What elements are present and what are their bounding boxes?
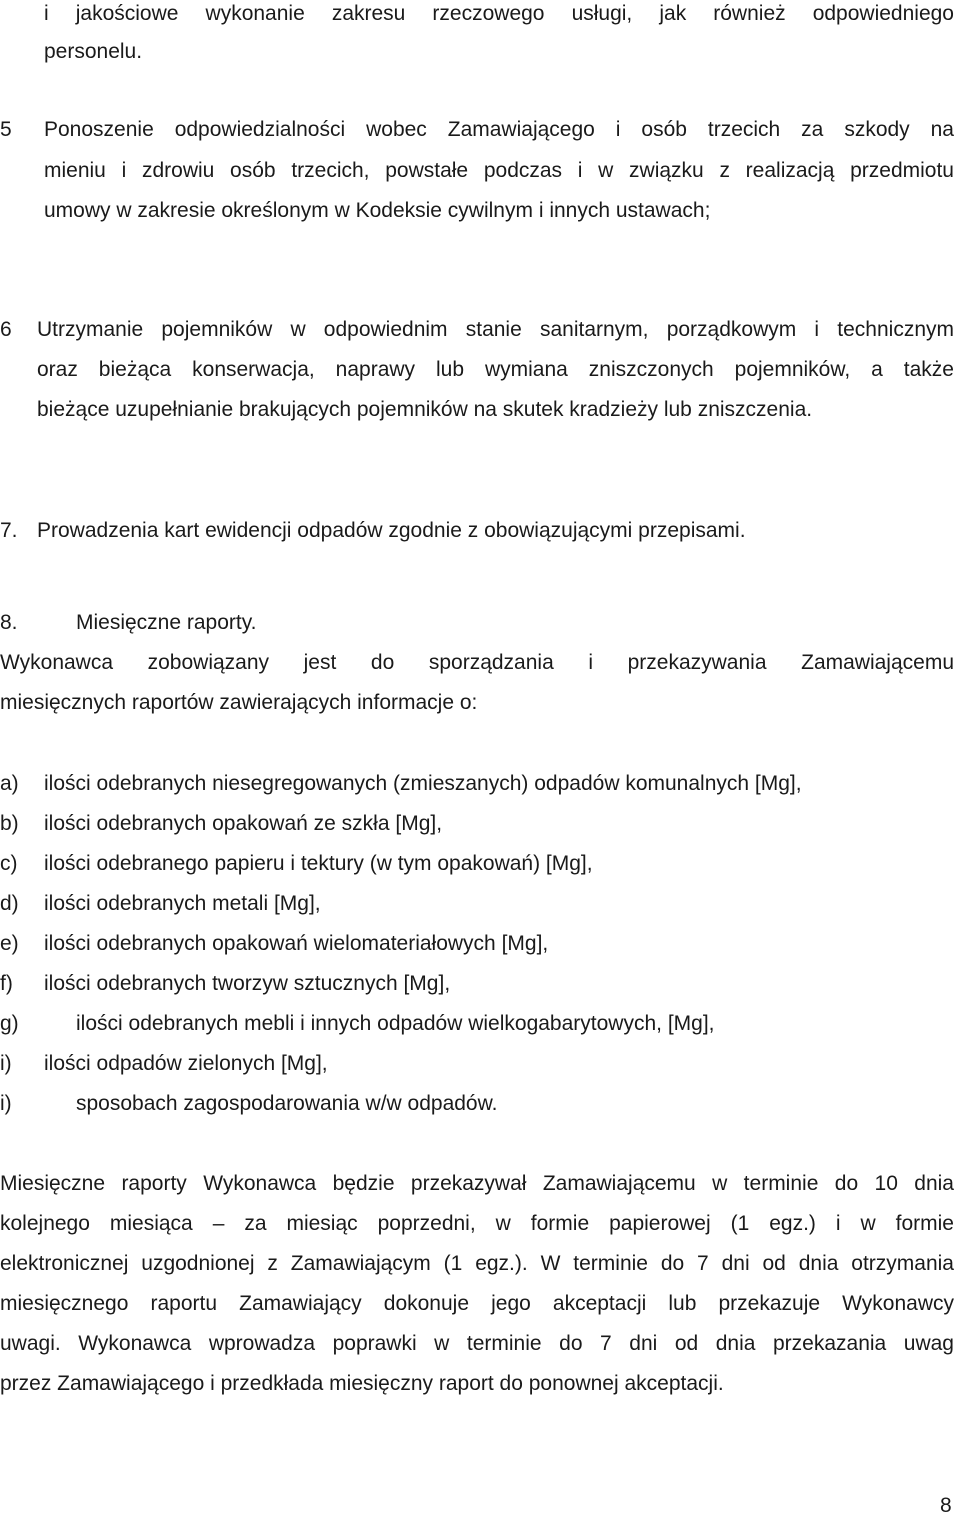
section-8-intro-line-2: miesięcznych raportów zawierających informacje o: xyxy=(0,691,478,714)
intro-line-2: personelu. xyxy=(44,40,143,63)
list-item-label: c) xyxy=(0,852,18,875)
list-item-label: b) xyxy=(0,812,19,835)
section-5-line-2: mieniu i zdrowiu osób trzecich, powstałe podczas i w związku z realizacją przedmiotu xyxy=(44,159,954,182)
list-item-label: g) xyxy=(0,1012,19,1035)
section-7-text: Prowadzenia kart ewidencji odpadów zgodnie z obowiązującymi przepisami. xyxy=(37,519,746,542)
closing-line-6: przez Zamawiającego i przedkłada miesięczny raport do ponownej akceptacji. xyxy=(0,1372,724,1395)
list-item-label: d) xyxy=(0,892,19,915)
list-item: ilości odebranych opakowań ze szkła [Mg], xyxy=(44,812,443,835)
list-item-label: i) xyxy=(0,1052,12,1075)
list-item: ilości odebranych metali [Mg], xyxy=(44,892,321,915)
closing-line-1: Miesięczne raporty Wykonawca będzie przekazywał Zamawiającemu w terminie do 10 dnia xyxy=(0,1172,954,1195)
section-8-number: 8. xyxy=(0,611,18,634)
list-item-label: a) xyxy=(0,772,19,795)
closing-line-3: elektronicznej uzgodnionej z Zamawiającym (1 egz.). W terminie do 7 dni od dnia otrzymania xyxy=(0,1252,954,1275)
list-item: ilości odebranych opakowań wielomateriałowych [Mg], xyxy=(44,932,549,955)
closing-line-5: uwagi. Wykonawca wprowadza poprawki w terminie do 7 dni od dnia przekazania uwag xyxy=(0,1332,954,1355)
list-item-label: e) xyxy=(0,932,19,955)
closing-line-2: kolejnego miesiąca – za miesiąc poprzedni, w formie papierowej (1 egz.) i w formie xyxy=(0,1212,954,1235)
section-8-intro-line-1: Wykonawca zobowiązany jest do sporządzania i przekazywania Zamawiającemu xyxy=(0,651,954,674)
list-item: ilości odebranego papieru i tektury (w tym opakowań) [Mg], xyxy=(44,852,593,875)
section-6-line-1: Utrzymanie pojemników w odpowiednim stanie sanitarnym, porządkowym i technicznym xyxy=(37,318,954,341)
list-item: ilości odebranych niesegregowanych (zmieszanych) odpadów komunalnych [Mg], xyxy=(44,772,802,795)
section-5-line-3: umowy w zakresie określonym w Kodeksie cywilnym i innych ustawach; xyxy=(44,199,711,222)
list-item: ilości odpadów zielonych [Mg], xyxy=(44,1052,328,1075)
section-6-line-3: bieżące uzupełnianie brakujących pojemników na skutek kradzieży lub zniszczenia. xyxy=(37,398,813,421)
list-item: ilości odebranych mebli i innych odpadów wielkogabarytowych, [Mg], xyxy=(76,1012,715,1035)
intro-line-1: i jakościowe wykonanie zakresu rzeczowego usługi, jak również odpowiedniego xyxy=(44,2,954,25)
list-item: sposobach zagospodarowania w/w odpadów. xyxy=(76,1092,498,1115)
section-8-title: Miesięczne raporty. xyxy=(76,611,257,634)
page-number: 8 xyxy=(940,1494,952,1517)
section-7-number: 7. xyxy=(0,519,18,542)
section-5-number: 5 xyxy=(0,118,12,141)
section-6-number: 6 xyxy=(0,318,12,341)
list-item-label: f) xyxy=(0,972,13,995)
section-5-line-1: Ponoszenie odpowiedzialności wobec Zamawiającego i osób trzecich za szkody na xyxy=(44,118,954,141)
closing-line-4: miesięcznego raportu Zamawiający dokonuje jego akceptacji lub przekazuje Wykonawcy xyxy=(0,1292,954,1315)
list-item: ilości odebranych tworzyw sztucznych [Mg], xyxy=(44,972,451,995)
section-6-line-2: oraz bieżąca konserwacja, naprawy lub wymiana zniszczonych pojemników, a także xyxy=(37,358,954,381)
list-item-label: i) xyxy=(0,1092,12,1115)
